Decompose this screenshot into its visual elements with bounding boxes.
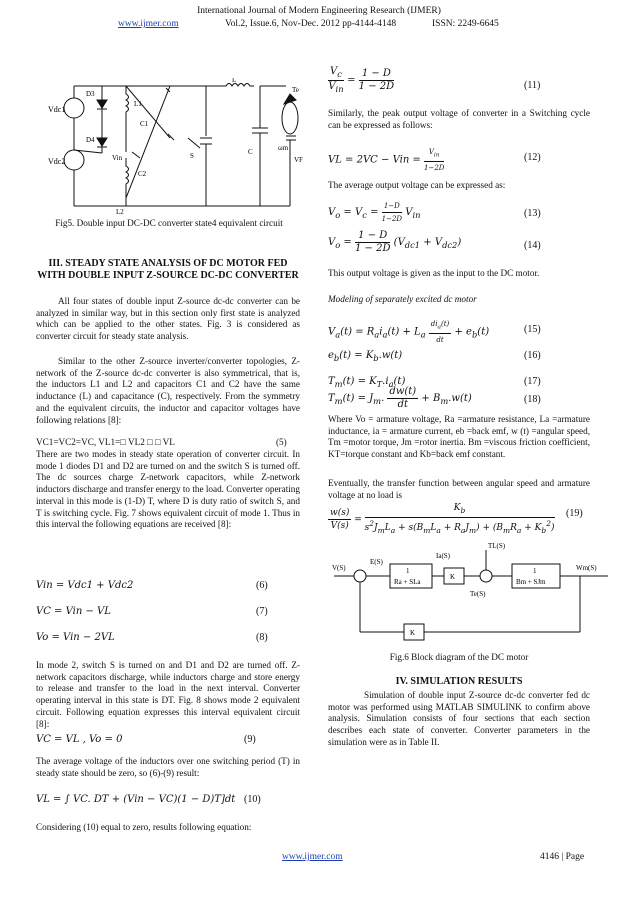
journal-title: International Journal of Modern Engineering Research (IJMER) — [197, 6, 441, 16]
equation-14: $V_o$ = $\frac{1 - D}{1 - 2D}$ $(V_{dc1} + V_{dc2})$ — [328, 230, 462, 254]
equation-15: $V_a(t) = R_ai_a(t) + L_a$ $\frac{di_a(t)}{dt}$ + $e_b(t)$ — [328, 320, 490, 345]
equation-5: VC1=VC2=VC, VL1=□ VL2 □ □ VL — [36, 437, 175, 447]
equation-10: VL = ∫ VC. DT + (Vin − VC)(1 − D)T]dt — [36, 794, 236, 805]
section4-paragraph: Simulation of double input Z-source dc-dc converter fed dc motor was performed using MATLAB SIMULINK to confirm above analysis. Simulation consists of four sections that each section describes each state of converter. Converter parameters in the simulation were as in Table II. — [328, 690, 590, 747]
footer-site-link[interactable]: www.ijmer.com — [282, 852, 343, 862]
fig5-label-c2: C2 — [138, 170, 147, 178]
fig6-block1-den: Ra + SLa — [394, 578, 421, 586]
equation-9-number: (9) — [244, 734, 256, 745]
section3-paragraph-4: In mode 2, switch S is turned on and D1 and D2 are turned off. Z-network capacitors discharge, while inductors charge and store energy to release and transfer to the load in the next interval. Converter operating interval in this state is DT. Fig. 8 shows mode 2 equivalent circuit. Following equation expresses this interval equivalent circuit [8]: — [36, 660, 300, 729]
equation-19: $\frac{w(s)}{V(s)}$ = $\frac{K_b}{s^2J_mL_a + s(B_mL_a + R_aJ_m) + (B_mR_a + K_b^2)}$ — [330, 503, 555, 535]
fig5-label-vdc1: Vdc1 — [48, 105, 66, 114]
fig5-label-c: C — [248, 148, 253, 156]
fig5-caption: Fig5. Double input DC-DC converter state4 equivalent circuit — [55, 218, 283, 228]
right-paragraph-2: The average output voltage can be expressed as: — [328, 180, 506, 190]
fig5-label-l2: L2 — [116, 208, 124, 216]
equation-6-number: (6) — [256, 580, 268, 591]
fig5-label-vdc2: Vdc2 — [48, 157, 66, 166]
fig6-block-k1: K — [450, 573, 456, 581]
footer-page-number: 4146 | Page — [540, 852, 585, 862]
equation-5-number: (5) — [276, 437, 287, 447]
fig5-label-d4: D4 — [86, 136, 95, 144]
equation-9: VC = VL , Vo = 0 — [36, 734, 123, 745]
fig6-block-k2: K — [410, 629, 416, 637]
fig6-label-vs: V(S) — [332, 564, 346, 572]
fig5-label-l: L — [232, 78, 237, 84]
equation-12-number: (12) — [524, 152, 541, 163]
fig6-block-diagram — [330, 540, 614, 650]
equation-8: Vo = Vin − 2VL — [36, 632, 115, 643]
section3-paragraph-6: Considering (10) equal to zero, results following equation: — [36, 822, 252, 832]
equation-15-number: (15) — [524, 324, 541, 335]
fig5-label-l1: L1 — [134, 100, 142, 108]
fig6-label-es: E(S) — [370, 558, 383, 566]
fig5-label-wm: ωm — [278, 144, 289, 152]
equation-8-number: (8) — [256, 632, 268, 643]
fig5-label-vf: VF — [294, 156, 303, 164]
header-volume: Vol.2, Issue.6, Nov-Dec. 2012 pp-4144-4148 — [225, 19, 397, 29]
fig5-circuit-diagram — [48, 78, 308, 216]
fig6-label-tls: TL(S) — [488, 542, 506, 550]
section3-paragraph-1: All four states of double input Z-source dc-dc converter can be analyzed in similar way, but in this section only first state is analyzed which can be applied to the other states. Fig. 3 is considered as converter circuit for steady state analysis. — [36, 296, 300, 342]
equation-18: $T_m(t) = J_m$. $\frac{dw(t)}{dt}$ + $B_m.w(t)$ — [328, 386, 472, 410]
fig5-label-s: S — [190, 152, 194, 160]
equation-11: $\frac{V_c}{V_{in}}$ = $\frac{1 - D}{1 - 2D}$ — [328, 66, 395, 94]
equation-13-number: (13) — [524, 208, 541, 219]
equation-16-number: (16) — [524, 350, 541, 361]
equation-12: VL = 2VC − Vin = $\frac{V_{in}}{1-2D}$ — [328, 148, 445, 173]
header-site-link[interactable]: www.ijmer.com — [118, 19, 179, 29]
fig5-label-vin: Vin — [112, 154, 123, 162]
fig6-block1-num: 1 — [406, 567, 410, 575]
modeling-heading: Modeling of separately excited dc motor — [328, 294, 477, 304]
equation-6: Vin = Vdc1 + Vdc2 — [36, 580, 134, 591]
variable-definitions: Where Vo = armature voltage, Ra =armature resistance, La =armature inductance, ia = armature current, eb =back emf, w (t) =angular speed, Tm =motor torque, Jm =rotor inertia. Bm =viscous friction coefficient, KT=torque constant and Kb=back emf constant. — [328, 414, 590, 460]
right-paragraph-1: Similarly, the peak output voltage of converter in a Switching cycle can be expressed as follows: — [328, 108, 590, 130]
header-issn: ISSN: 2249-6645 — [432, 19, 499, 29]
equation-14-number: (14) — [524, 240, 541, 251]
section3-paragraph-3: There are two modes in steady state operation of converter circuit. In mode 1 diodes D1 and D2 are turned on and the switch S is turned off. The dc sources charge Z-network capacitors, while Z-network inductors discharge and transfer energy to the load. Converter operating interval in this mode is (1-D) T, where D is duty ratio of switch S, and T is switching cycle. Fig. 7 shows equivalent circuit of mode 1. Thus in this interval the following equations are received [8]: — [36, 449, 300, 530]
equation-18-number: (18) — [524, 394, 541, 405]
equation-17-number: (17) — [524, 376, 541, 387]
fig6-caption: Fig.6 Block diagram of the DC motor — [389, 652, 529, 662]
fig6-label-wms: Wm(S) — [576, 564, 597, 572]
section3-paragraph-2: Similar to the other Z-source inverter/converter topologies, Z-network of the Z-source dc-dc converter is also symmetrical, that is, the inductors L1 and L2 and capacitors C1 and C2 have the same inductance (L) and capacitance (C), respectively. From the symmetry and the equivalent circuits, the inductor and capacitor voltages have following relations [8]: — [36, 356, 300, 425]
fig5-label-d3: D3 — [86, 90, 95, 98]
right-paragraph-3: This output voltage is given as the input to the DC motor. — [328, 268, 540, 278]
fig5-label-c1: C1 — [140, 120, 149, 128]
fig5-label-te: Te — [292, 86, 299, 94]
right-paragraph-4: Eventually, the transfer function between angular speed and armature voltage at no load is — [328, 478, 590, 500]
section4-heading: IV. SIMULATION RESULTS — [395, 676, 523, 687]
equation-10-number: (10) — [244, 794, 261, 805]
equation-7: VC = Vin − VL — [36, 606, 111, 617]
equation-11-number: (11) — [524, 80, 541, 91]
fig6-block2-num: 1 — [533, 567, 537, 575]
fig6-label-tes: Te(S) — [470, 590, 486, 598]
section3-heading: III. STEADY STATE ANALYSIS OF DC MOTOR FED WITH DOUBLE INPUT Z-SOURCE DC-DC CONVERTER — [37, 258, 299, 281]
fig6-block2-den: Bm + SJm — [516, 578, 546, 586]
equation-12-lhs: VL = 2VC − Vin = — [328, 154, 421, 166]
equation-17: $T_m(t) = K_T.i_a(t)$ — [328, 376, 406, 389]
fig6-label-ias: Ia(S) — [436, 552, 450, 560]
equation-13: $V_o = V_c$ = $\frac{1-D}{1-2D}$ $V_{in}$ — [328, 202, 421, 223]
equation-7-number: (7) — [256, 606, 268, 617]
equation-19-number: (19) — [566, 508, 583, 519]
section3-paragraph-5: The average voltage of the inductors over one switching period (T) in steady state should be zero, so (6)-(9) result: — [36, 756, 300, 778]
equation-16: $e_b(t) = K_b.w(t)$ — [328, 350, 403, 363]
